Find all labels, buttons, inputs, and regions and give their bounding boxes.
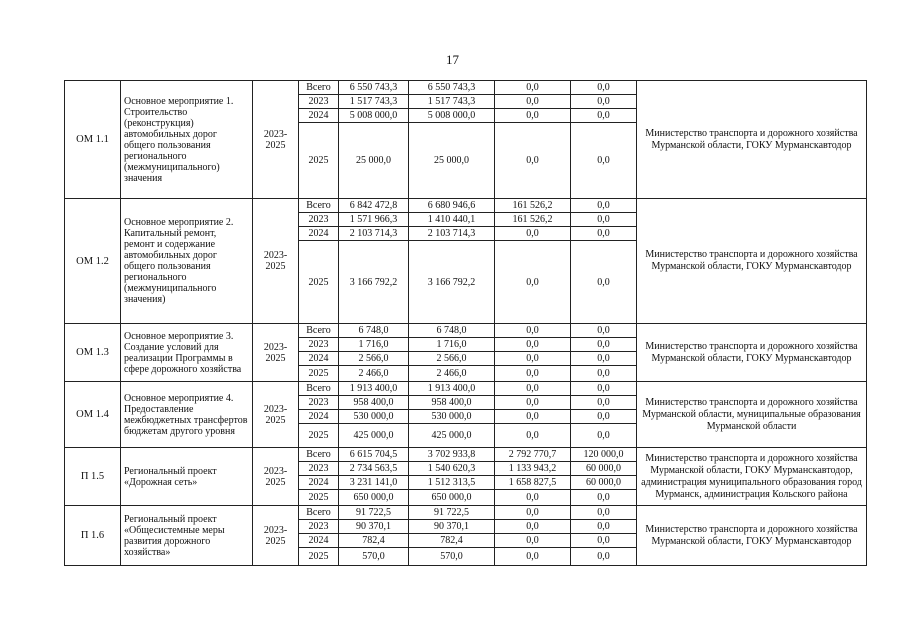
- amount-federal: 0,0: [495, 506, 571, 520]
- amount-federal: 1 133 943,2: [495, 462, 571, 476]
- year-label: 2024: [299, 352, 339, 366]
- activity-name: Региональный проект «Общесистемные меры развития дорожного хозяйства»: [121, 506, 253, 566]
- amount-municipal: 0,0: [571, 338, 637, 352]
- table-row: [65, 448, 867, 462]
- year-label: 2025: [299, 123, 339, 199]
- activity-period: 2023-2025: [253, 199, 299, 324]
- amount-federal: 161 526,2: [495, 213, 571, 227]
- responsible-executors: Министерство транспорта и дорожного хозяйства Мурманской области, муниципальные образования Мурманской области: [637, 382, 867, 448]
- amount-regional: 958 400,0: [409, 396, 495, 410]
- amount-federal: 0,0: [495, 324, 571, 338]
- amount-federal: 0,0: [495, 534, 571, 548]
- activity-name: Основное мероприятие 1. Строительство (реконструкция) автомобильных дорог общего пользования регионального (межмуниципального) значения: [121, 81, 253, 199]
- amount-regional: 3 166 792,2: [409, 241, 495, 324]
- amount-regional: 25 000,0: [409, 123, 495, 199]
- amount-federal: 1 658 827,5: [495, 476, 571, 490]
- amount-municipal: 0,0: [571, 382, 637, 396]
- year-label: 2024: [299, 227, 339, 241]
- amount-regional: 90 370,1: [409, 520, 495, 534]
- amount-municipal: 0,0: [571, 324, 637, 338]
- amount-total: 530 000,0: [339, 410, 409, 424]
- table-body: [65, 81, 867, 566]
- amount-total: 1 716,0: [339, 338, 409, 352]
- amount-regional: 6 748,0: [409, 324, 495, 338]
- table-row: [65, 506, 867, 520]
- activity-code: ОМ 1.2: [65, 199, 121, 324]
- activity-code: П 1.5: [65, 448, 121, 506]
- amount-regional: 2 103 714,3: [409, 227, 495, 241]
- activity-name: Региональный проект «Дорожная сеть»: [121, 448, 253, 506]
- amount-municipal: 0,0: [571, 199, 637, 213]
- year-label: 2023: [299, 520, 339, 534]
- year-label: 2023: [299, 95, 339, 109]
- amount-regional: 2 466,0: [409, 366, 495, 382]
- amount-federal: 0,0: [495, 424, 571, 448]
- amount-federal: 0,0: [495, 109, 571, 123]
- table-row: [65, 199, 867, 213]
- amount-municipal: 0,0: [571, 241, 637, 324]
- amount-federal: 0,0: [495, 396, 571, 410]
- activity-code: ОМ 1.3: [65, 324, 121, 382]
- program-activities-table: [64, 80, 867, 566]
- amount-municipal: 0,0: [571, 95, 637, 109]
- amount-regional: 1 517 743,3: [409, 95, 495, 109]
- amount-municipal: 0,0: [571, 227, 637, 241]
- year-label: Всего: [299, 506, 339, 520]
- amount-federal: 0,0: [495, 410, 571, 424]
- activity-code: ОМ 1.4: [65, 382, 121, 448]
- activity-period: 2023-2025: [253, 382, 299, 448]
- amount-federal: 2 792 770,7: [495, 448, 571, 462]
- amount-municipal: 0,0: [571, 410, 637, 424]
- amount-total: 958 400,0: [339, 396, 409, 410]
- page-number: 17: [446, 52, 459, 67]
- amount-regional: 6 680 946,6: [409, 199, 495, 213]
- amount-total: 2 566,0: [339, 352, 409, 366]
- amount-total: 91 722,5: [339, 506, 409, 520]
- amount-municipal: 0,0: [571, 520, 637, 534]
- amount-municipal: 0,0: [571, 490, 637, 506]
- year-label: 2023: [299, 213, 339, 227]
- year-label: 2023: [299, 462, 339, 476]
- amount-federal: 0,0: [495, 95, 571, 109]
- amount-total: 650 000,0: [339, 490, 409, 506]
- table-row: [65, 324, 867, 338]
- activity-period: 2023-2025: [253, 324, 299, 382]
- amount-municipal: 120 000,0: [571, 448, 637, 462]
- amount-municipal: 60 000,0: [571, 476, 637, 490]
- amount-federal: 161 526,2: [495, 199, 571, 213]
- amount-regional: 782,4: [409, 534, 495, 548]
- year-label: 2025: [299, 366, 339, 382]
- year-label: 2024: [299, 534, 339, 548]
- activity-name: Основное мероприятие 4. Предоставление межбюджетных трансфертов бюджетам другого уровня: [121, 382, 253, 448]
- amount-total: 25 000,0: [339, 123, 409, 199]
- amount-total: 1 571 966,3: [339, 213, 409, 227]
- amount-regional: 1 716,0: [409, 338, 495, 352]
- amount-total: 425 000,0: [339, 424, 409, 448]
- responsible-executors: Министерство транспорта и дорожного хозяйства Мурманской области, ГОКУ Мурманскавтодор: [637, 199, 867, 324]
- amount-total: 6 842 472,8: [339, 199, 409, 213]
- amount-federal: 0,0: [495, 227, 571, 241]
- amount-total: 1 517 743,3: [339, 95, 409, 109]
- amount-federal: 0,0: [495, 81, 571, 95]
- amount-regional: 1 913 400,0: [409, 382, 495, 396]
- amount-regional: 91 722,5: [409, 506, 495, 520]
- amount-regional: 570,0: [409, 548, 495, 566]
- amount-total: 570,0: [339, 548, 409, 566]
- amount-municipal: 0,0: [571, 366, 637, 382]
- activity-period: 2023-2025: [253, 81, 299, 199]
- year-label: Всего: [299, 199, 339, 213]
- amount-total: 3 231 141,0: [339, 476, 409, 490]
- year-label: 2023: [299, 338, 339, 352]
- year-label: 2024: [299, 410, 339, 424]
- amount-federal: 0,0: [495, 548, 571, 566]
- amount-federal: 0,0: [495, 366, 571, 382]
- amount-regional: 530 000,0: [409, 410, 495, 424]
- amount-regional: 3 702 933,8: [409, 448, 495, 462]
- year-label: 2024: [299, 476, 339, 490]
- amount-total: 6 615 704,5: [339, 448, 409, 462]
- amount-regional: 1 512 313,5: [409, 476, 495, 490]
- amount-municipal: 0,0: [571, 534, 637, 548]
- amount-regional: 2 566,0: [409, 352, 495, 366]
- amount-regional: 425 000,0: [409, 424, 495, 448]
- activity-period: 2023-2025: [253, 506, 299, 566]
- amount-total: 3 166 792,2: [339, 241, 409, 324]
- table-row: [65, 382, 867, 396]
- amount-total: 782,4: [339, 534, 409, 548]
- responsible-executors: Министерство транспорта и дорожного хозяйства Мурманской области, ГОКУ Мурманскавтодор: [637, 506, 867, 566]
- amount-municipal: 60 000,0: [571, 462, 637, 476]
- amount-federal: 0,0: [495, 490, 571, 506]
- amount-regional: 650 000,0: [409, 490, 495, 506]
- amount-federal: 0,0: [495, 520, 571, 534]
- amount-federal: 0,0: [495, 352, 571, 366]
- amount-total: 2 103 714,3: [339, 227, 409, 241]
- year-label: 2025: [299, 241, 339, 324]
- year-label: Всего: [299, 448, 339, 462]
- year-label: 2024: [299, 109, 339, 123]
- amount-municipal: 0,0: [571, 81, 637, 95]
- amount-regional: 5 008 000,0: [409, 109, 495, 123]
- responsible-executors: Министерство транспорта и дорожного хозяйства Мурманской области, ГОКУ Мурманскавтодор: [637, 81, 867, 199]
- amount-federal: 0,0: [495, 123, 571, 199]
- amount-municipal: 0,0: [571, 506, 637, 520]
- responsible-executors: Министерство транспорта и дорожного хозяйства Мурманской области, ГОКУ Мурманскавтодор, администрация муниципального образования город Мурманск, администрация Кольского района: [637, 448, 867, 506]
- amount-total: 2 466,0: [339, 366, 409, 382]
- amount-municipal: 0,0: [571, 352, 637, 366]
- year-label: Всего: [299, 81, 339, 95]
- year-label: 2025: [299, 548, 339, 566]
- amount-municipal: 0,0: [571, 123, 637, 199]
- activity-period: 2023-2025: [253, 448, 299, 506]
- amount-municipal: 0,0: [571, 424, 637, 448]
- amount-federal: 0,0: [495, 241, 571, 324]
- amount-municipal: 0,0: [571, 213, 637, 227]
- responsible-executors: Министерство транспорта и дорожного хозяйства Мурманской области, ГОКУ Мурманскавтодор: [637, 324, 867, 382]
- amount-regional: 1 540 620,3: [409, 462, 495, 476]
- year-label: 2025: [299, 490, 339, 506]
- amount-municipal: 0,0: [571, 396, 637, 410]
- activity-name: Основное мероприятие 2. Капитальный ремонт, ремонт и содержание автомобильных дорог общего пользования регионального (межмуниципального значения): [121, 199, 253, 324]
- activity-code: ОМ 1.1: [65, 81, 121, 199]
- activity-code: П 1.6: [65, 506, 121, 566]
- activity-name: Основное мероприятие 3. Создание условий для реализации Программы в сфере дорожного хозяйства: [121, 324, 253, 382]
- year-label: 2023: [299, 396, 339, 410]
- amount-total: 6 550 743,3: [339, 81, 409, 95]
- amount-total: 90 370,1: [339, 520, 409, 534]
- amount-federal: 0,0: [495, 382, 571, 396]
- amount-regional: 6 550 743,3: [409, 81, 495, 95]
- amount-municipal: 0,0: [571, 109, 637, 123]
- amount-regional: 1 410 440,1: [409, 213, 495, 227]
- amount-total: 5 008 000,0: [339, 109, 409, 123]
- amount-municipal: 0,0: [571, 548, 637, 566]
- amount-total: 6 748,0: [339, 324, 409, 338]
- year-label: Всего: [299, 382, 339, 396]
- amount-total: 2 734 563,5: [339, 462, 409, 476]
- amount-federal: 0,0: [495, 338, 571, 352]
- amount-total: 1 913 400,0: [339, 382, 409, 396]
- year-label: Всего: [299, 324, 339, 338]
- year-label: 2025: [299, 424, 339, 448]
- table-row: [65, 81, 867, 95]
